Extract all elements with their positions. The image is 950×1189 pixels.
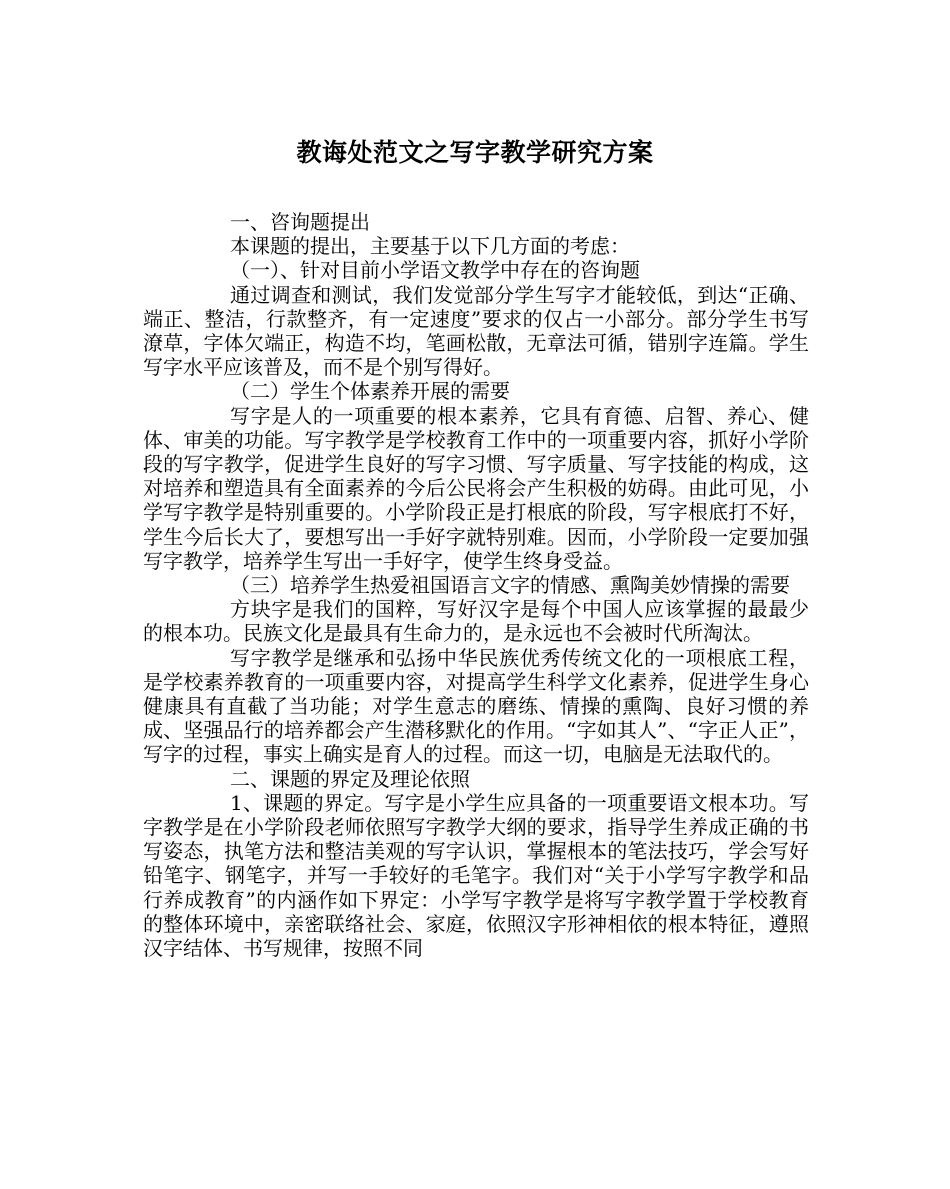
subsection-heading-2: （二）学生个体素养开展的需要: [230, 379, 510, 404]
body-paragraph: 写字教学是继承和弘扬中华民族优秀传统文化的一项根底工程，是学校素养教育的一项重要内容，对提高学生科学文化素养，促进学生身心健康具有直截了当功能；对学生意志的磨练、情操的熏陶、良好习惯的养成、坚强品行的培养都会产生潜移默化的作用。“字如其人”、“字正人正”，写字的过程，事实上确实是育人的过程。而这一切，电脑是无法取代的。: [143, 645, 809, 767]
subsection-heading-3: （三）培养学生热爱祖国语言文字的情感、熏陶美妙情操的需要: [230, 573, 790, 598]
document-body: [143, 210, 809, 960]
body-paragraph: 本课题的提出，主要基于以下几方面的考虑：: [230, 234, 630, 259]
section-heading-1: 一、咨询题提出: [230, 210, 370, 234]
body-paragraph: 通过调查和测试，我们发觉部分学生写字才能较低，到达“正确、端正、整洁，行款整齐，有一定速度”要求的仅占一小部分。部分学生书写潦草，字体欠端正，构造不均，笔画松散，无章法可循，错别字连篇。学生写字水平应该普及，而不是个别写得好。: [143, 282, 809, 380]
body-paragraph: 方块字是我们的国粹，写好汉字是每个中国人应该掌握的最最少的根本功。民族文化是最具有生命力的，是永远也不会被时代所淘汰。: [143, 597, 809, 646]
document-title: 教诲处范文之写字教学研究方案: [296, 138, 654, 167]
subsection-heading-1: （一）、针对目前小学语文教学中存在的咨询题: [230, 258, 640, 283]
body-paragraph: 写字是人的一项重要的根本素养，它具有育德、启智、养心、健体、审美的功能。写字教学是学校教育工作中的一项重要内容，抓好小学阶段的写字教学，促进学生良好的写字习惯、写字质量、写字技能的构成，这对培养和塑造具有全面素养的今后公民将会产生积极的妨碍。由此可见，小学写字教学是特别重要的。小学阶段正是打根底的阶段，写字根底打不好，学生今后长大了，要想写出一手好字就特别难。因而，小学阶段一定要加强写字教学，培养学生写出一手好字，使学生终身受益。: [143, 403, 809, 573]
body-paragraph: 1、课题的界定。写字是小学生应具备的一项重要语文根本功。写字教学是在小学阶段老师依照写字教学大纲的要求，指导学生养成正确的书写姿态，执笔方法和整洁美观的写字认识，掌握根本的笔法技巧，学会写好铅笔字、钢笔字，并写一手较好的毛笔字。我们对“关于小学写字教学和品行养成教育”的内涵作如下界定：小学写字教学是将写字教学置于学校教育的整体环境中，亲密联络社会、家庭，依照汉字形神相依的根本特征，遵照汉字结体、书写规律，按照不同: [143, 790, 809, 961]
section-heading-2: 二、课题的界定及理论依照: [230, 766, 470, 791]
